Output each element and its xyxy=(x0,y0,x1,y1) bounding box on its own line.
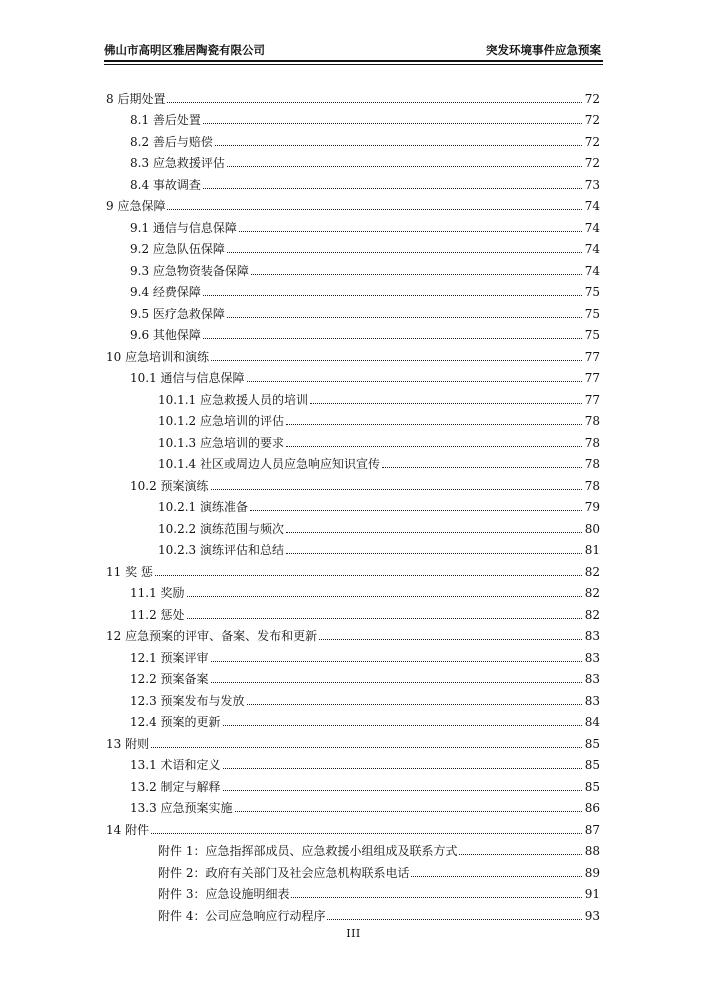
toc-entry-page: 74 xyxy=(584,199,600,213)
toc-entry-page: 74 xyxy=(584,263,600,278)
toc-entry-page: 93 xyxy=(584,908,600,923)
toc-entry-title: 12.3 预案发布与发放 xyxy=(130,693,245,708)
company-name: 佛山市高明区雅居陶瓷有限公司 xyxy=(104,43,265,57)
toc-entry-title: 12 应急预案的评审、备案、发布和更新 xyxy=(106,629,318,643)
toc-entry-page: 89 xyxy=(584,865,600,880)
toc-entry-page: 73 xyxy=(584,177,600,192)
toc-dot-leader xyxy=(211,360,582,361)
toc-entry-page: 82 xyxy=(584,607,600,622)
toc-dot-leader xyxy=(151,833,582,834)
toc-entry-title: 12.1 预案评审 xyxy=(130,650,209,665)
toc-dot-leader xyxy=(411,876,582,877)
toc-entry-page: 81 xyxy=(584,543,600,557)
toc-entry[interactable] xyxy=(106,385,600,407)
toc-entry-page: 75 xyxy=(584,285,600,299)
toc-entry-page: 86 xyxy=(584,801,600,815)
toc-entry-page: 72 xyxy=(584,156,600,170)
toc-entry[interactable] xyxy=(106,579,600,601)
toc-entry-title: 9.5 医疗急救保障 xyxy=(130,306,225,321)
toc-entry-page: 87 xyxy=(584,822,600,837)
toc-entry-page: 83 xyxy=(584,672,600,686)
toc-dot-leader xyxy=(203,295,582,296)
toc-entry-page: 85 xyxy=(584,779,600,794)
toc-entry[interactable] xyxy=(106,880,600,902)
toc-entry-title: 9.6 其他保障 xyxy=(130,328,201,342)
toc-dot-leader xyxy=(187,618,582,619)
toc-entry[interactable] xyxy=(106,471,600,493)
toc-entry-page: 74 xyxy=(584,220,600,235)
toc-entry-title: 9.3 应急物资装备保障 xyxy=(130,263,249,278)
toc-entry[interactable] xyxy=(106,192,600,214)
toc-dot-leader xyxy=(286,532,582,533)
toc-entry-page: 78 xyxy=(584,478,600,493)
toc-entry[interactable] xyxy=(106,84,600,106)
toc-entry-title: 8.1 善后处置 xyxy=(130,113,201,127)
toc-entry-page: 85 xyxy=(584,736,600,751)
toc-entry-title: 9.4 经费保障 xyxy=(130,285,201,299)
toc-dot-leader xyxy=(459,854,582,855)
toc-entry[interactable] xyxy=(106,686,600,708)
toc-entry-page: 72 xyxy=(584,134,600,149)
toc-entry[interactable] xyxy=(106,450,600,472)
toc-entry[interactable] xyxy=(106,772,600,794)
toc-entry[interactable] xyxy=(106,493,600,515)
toc-dot-leader xyxy=(151,747,582,748)
toc-entry[interactable] xyxy=(106,729,600,751)
toc-entry-title: 附件 3：应急设施明细表 xyxy=(158,887,290,901)
toc-dot-leader xyxy=(239,231,582,232)
toc-entry-title: 11.1 奖励 xyxy=(130,586,185,600)
toc-entry[interactable] xyxy=(106,213,600,235)
header-divider xyxy=(104,60,603,65)
toc-dot-leader xyxy=(250,510,582,511)
toc-entry-title: 8.2 善后与赔偿 xyxy=(130,134,213,149)
toc-entry[interactable] xyxy=(106,557,600,579)
toc-dot-leader xyxy=(319,639,582,640)
toc-entry-page: 84 xyxy=(584,715,600,729)
toc-entry-page: 77 xyxy=(584,349,600,364)
toc-entry-title: 附件 4：公司应急响应行动程序 xyxy=(158,908,326,923)
toc-dot-leader xyxy=(251,274,582,275)
toc-entry[interactable] xyxy=(106,428,600,450)
toc-dot-leader xyxy=(203,338,582,339)
toc-dot-leader xyxy=(310,403,582,404)
toc-dot-leader xyxy=(227,317,582,318)
toc-entry[interactable] xyxy=(106,815,600,837)
toc-entry-page: 75 xyxy=(584,306,600,321)
toc-entry-title: 10 应急培训和演练 xyxy=(106,349,210,364)
toc-entry-page: 77 xyxy=(584,392,600,407)
toc-entry[interactable] xyxy=(106,901,600,923)
toc-entry[interactable] xyxy=(106,837,600,859)
toc-entry-title: 12.4 预案的更新 xyxy=(130,715,221,729)
toc-dot-leader xyxy=(286,446,582,447)
toc-dot-leader xyxy=(215,145,582,146)
toc-entry-title: 10.1.4 社区或周边人员应急响应知识宣传 xyxy=(158,457,380,471)
toc-entry-title: 10.2 预案演练 xyxy=(130,478,209,493)
toc-dot-leader xyxy=(203,188,582,189)
toc-entry[interactable] xyxy=(106,106,600,128)
toc-entry-page: 80 xyxy=(584,521,600,536)
toc-entry-title: 13 附则 xyxy=(106,736,150,751)
toc-entry[interactable] xyxy=(106,643,600,665)
toc-dot-leader xyxy=(327,919,582,920)
toc-entry-title: 9.2 应急队伍保障 xyxy=(130,242,225,256)
toc-entry-page: 79 xyxy=(584,500,600,514)
toc-entry-title: 11.2 惩处 xyxy=(130,607,185,622)
toc-entry[interactable] xyxy=(106,751,600,773)
toc-entry[interactable] xyxy=(106,170,600,192)
toc-dot-leader xyxy=(286,553,582,554)
toc-entry-title: 14 附件 xyxy=(106,822,150,837)
toc-entry-title: 13.1 术语和定义 xyxy=(130,758,221,772)
toc-entry[interactable] xyxy=(106,256,600,278)
toc-dot-leader xyxy=(382,467,582,468)
toc-entry[interactable] xyxy=(106,622,600,644)
toc-entry[interactable] xyxy=(106,858,600,880)
toc-entry-title: 附件 2：政府有关部门及社会应急机构联系电话 xyxy=(158,865,410,880)
toc-entry[interactable] xyxy=(106,321,600,343)
toc-entry[interactable] xyxy=(106,536,600,558)
toc-dot-leader xyxy=(167,102,582,103)
toc-entry[interactable] xyxy=(106,299,600,321)
toc-entry[interactable] xyxy=(106,665,600,687)
toc-entry-page: 78 xyxy=(584,414,600,428)
toc-entry-page: 82 xyxy=(584,564,600,579)
table-of-contents xyxy=(106,84,600,923)
toc-dot-leader xyxy=(227,252,582,253)
toc-entry[interactable] xyxy=(106,149,600,171)
toc-dot-leader xyxy=(187,596,582,597)
toc-entry-title: 13.3 应急预案实施 xyxy=(130,801,233,815)
toc-entry-title: 10.1.3 应急培训的要求 xyxy=(158,435,284,450)
toc-entry-page: 75 xyxy=(584,328,600,342)
toc-entry-page: 74 xyxy=(584,242,600,256)
toc-entry-page: 72 xyxy=(584,91,600,106)
toc-entry[interactable] xyxy=(106,127,600,149)
toc-entry-title: 9 应急保障 xyxy=(106,199,166,213)
toc-entry-title: 10.2.2 演练范围与频次 xyxy=(158,521,284,536)
toc-dot-leader xyxy=(203,123,582,124)
toc-entry[interactable] xyxy=(106,708,600,730)
toc-entry-page: 72 xyxy=(584,113,600,127)
toc-dot-leader xyxy=(211,489,582,490)
toc-dot-leader xyxy=(167,209,582,210)
toc-entry-title: 10.1.2 应急培训的评估 xyxy=(158,414,284,428)
toc-entry-page: 78 xyxy=(584,457,600,471)
toc-entry-page: 82 xyxy=(584,586,600,600)
toc-dot-leader xyxy=(211,682,582,683)
toc-entry[interactable] xyxy=(106,600,600,622)
toc-dot-leader xyxy=(223,790,582,791)
toc-dot-leader xyxy=(227,166,582,167)
toc-entry-title: 10.2.3 演练评估和总结 xyxy=(158,543,284,557)
toc-dot-leader xyxy=(223,768,582,769)
toc-entry-page: 83 xyxy=(584,693,600,708)
toc-dot-leader xyxy=(223,725,582,726)
toc-entry[interactable] xyxy=(106,342,600,364)
toc-entry-page: 77 xyxy=(584,371,600,385)
toc-entry-title: 10.1.1 应急救援人员的培训 xyxy=(158,392,308,407)
toc-dot-leader xyxy=(291,897,582,898)
toc-entry-title: 9.1 通信与信息保障 xyxy=(130,220,237,235)
toc-dot-leader xyxy=(155,575,582,576)
toc-entry-title: 12.2 预案备案 xyxy=(130,672,209,686)
toc-dot-leader xyxy=(247,704,582,705)
toc-entry-page: 83 xyxy=(584,629,600,643)
page-number: III xyxy=(346,927,361,940)
toc-entry-title: 11 奖 惩 xyxy=(106,564,153,579)
toc-dot-leader xyxy=(235,811,582,812)
toc-entry-title: 附件 1：应急指挥部成员、应急救援小组组成及联系方式 xyxy=(158,844,458,858)
toc-entry-title: 10.1 通信与信息保障 xyxy=(130,371,245,385)
document-title: 突发环境事件应急预案 xyxy=(486,43,601,57)
toc-entry-title: 8.4 事故调查 xyxy=(130,177,201,192)
toc-dot-leader xyxy=(286,424,582,425)
toc-entry[interactable] xyxy=(106,235,600,257)
toc-entry-title: 10.2.1 演练准备 xyxy=(158,500,248,514)
toc-entry[interactable] xyxy=(106,278,600,300)
toc-entry-page: 85 xyxy=(584,758,600,772)
toc-entry[interactable] xyxy=(106,407,600,429)
toc-entry-page: 88 xyxy=(584,844,600,858)
toc-entry[interactable] xyxy=(106,794,600,816)
toc-entry-page: 91 xyxy=(584,887,600,901)
toc-entry-title: 8.3 应急救援评估 xyxy=(130,156,225,170)
toc-entry[interactable] xyxy=(106,514,600,536)
toc-entry-page: 83 xyxy=(584,650,600,665)
toc-entry-title: 13.2 制定与解释 xyxy=(130,779,221,794)
page-header xyxy=(104,38,603,60)
toc-entry-page: 78 xyxy=(584,435,600,450)
toc-entry-title: 8 后期处置 xyxy=(106,91,166,106)
toc-dot-leader xyxy=(211,661,582,662)
toc-dot-leader xyxy=(247,381,582,382)
toc-entry[interactable] xyxy=(106,364,600,386)
